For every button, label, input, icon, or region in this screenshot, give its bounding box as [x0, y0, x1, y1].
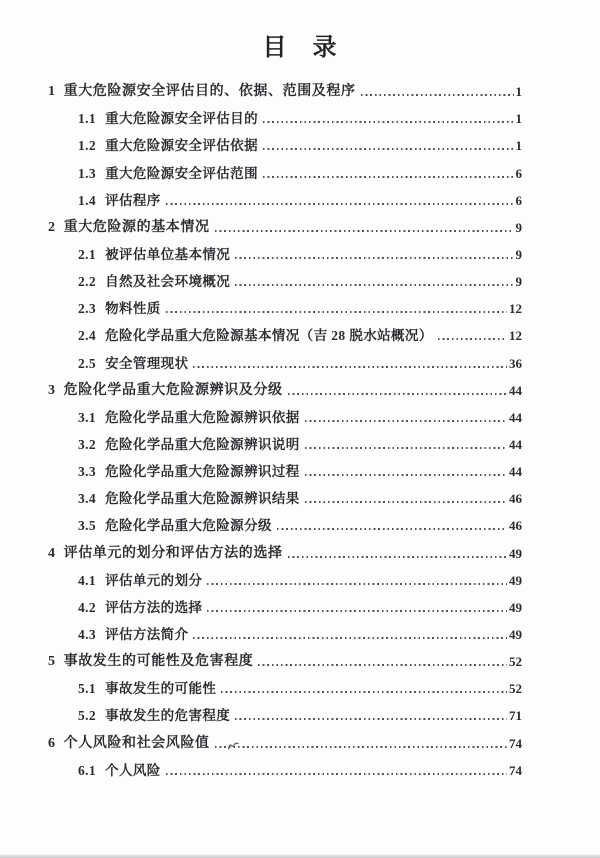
- toc-entry-page: 1: [515, 84, 522, 100]
- scan-bottom-edge: [0, 854, 600, 858]
- ink-smudge: [227, 741, 240, 751]
- dot-leader: [305, 420, 507, 422]
- toc-entry-label: 个人风险: [105, 762, 161, 778]
- dot-leader: [305, 447, 507, 449]
- toc-entry-label: 事故发生的可能性及危害程度: [63, 654, 254, 670]
- dot-leader: [193, 637, 507, 639]
- toc-entry-page: 74: [509, 735, 522, 751]
- toc-entry-label: 危险化学品重大危险源分级: [105, 518, 272, 534]
- toc-entry-number: 4: [48, 545, 56, 561]
- toc-entry-5.2: [78, 700, 522, 727]
- dot-leader: [305, 474, 507, 476]
- toc-entry-1.2: [78, 130, 522, 157]
- toc-entry-label: 危险化学品重大危险源基本情况（吉 28 脱水站概况）: [105, 328, 433, 344]
- toc-entry-2: [48, 212, 522, 239]
- toc-entry-page: 49: [509, 599, 522, 615]
- toc-entry-page: 6: [515, 165, 522, 181]
- toc-entry-number: 3.2: [78, 436, 97, 452]
- toc-entry-number: 3: [48, 382, 56, 398]
- toc-entry-page: 9: [515, 274, 522, 290]
- dot-leader: [305, 501, 507, 503]
- toc-entry-5.1: [78, 673, 522, 700]
- toc-entry-number: 5.2: [78, 708, 97, 724]
- dot-leader: [193, 366, 507, 368]
- toc-entry-page: 74: [509, 762, 522, 778]
- toc-entry-number: 2.5: [78, 355, 97, 371]
- toc-entry-label: 事故发生的可能性: [105, 681, 217, 697]
- toc-entry-number: 1.1: [78, 111, 97, 127]
- toc-entry-label: 事故发生的危害程度: [105, 708, 231, 724]
- toc-entry-page: 9: [515, 219, 522, 235]
- toc-entry-number: 2.4: [78, 328, 97, 344]
- toc-entry-number: 1.2: [78, 138, 97, 154]
- toc-entry-number: 3.5: [78, 518, 97, 534]
- toc-entry-page: 46: [509, 518, 522, 534]
- dot-leader: [221, 691, 507, 693]
- dot-leader: [235, 718, 507, 720]
- toc-entry-number: 5: [48, 654, 56, 670]
- toc-entry-1: [48, 76, 522, 103]
- toc-entry-label: 危险化学品重大危险源辨识依据: [105, 409, 300, 425]
- toc-entry-number: 6.1: [78, 762, 97, 778]
- toc-entry-label: 被评估单位基本情况: [105, 246, 231, 262]
- toc-entry-4.2: [78, 592, 522, 619]
- toc-entry-1.3: [78, 157, 522, 184]
- toc-entry-page: 36: [509, 355, 522, 371]
- toc-entry-label: 物料性质: [105, 301, 161, 317]
- toc-entry-number: 2.3: [78, 301, 97, 317]
- toc-entry-page: 12: [509, 328, 522, 344]
- dot-leader: [438, 338, 507, 340]
- toc-entry-6.1: [78, 755, 522, 782]
- toc-entry-label: 重大危险源安全评估目的: [105, 111, 258, 127]
- page-title: 目 录: [262, 35, 338, 61]
- toc-entry-1.4: [78, 185, 522, 212]
- toc-entry-label: 危险化学品重大危险源辨识说明: [105, 436, 300, 452]
- dot-leader: [166, 203, 514, 205]
- toc-entry-number: 3.4: [78, 491, 97, 507]
- toc-entry-4: [48, 537, 522, 564]
- dot-leader: [235, 284, 513, 286]
- toc-entry-label: 安全管理现状: [105, 355, 189, 371]
- dot-leader: [361, 94, 514, 96]
- toc-entry-page: 44: [509, 464, 522, 480]
- toc-entry-label: 评估单元的划分: [105, 572, 203, 588]
- toc-entry-page: 44: [509, 409, 522, 425]
- dot-leader: [215, 230, 514, 232]
- toc-entry-page: 71: [509, 708, 522, 724]
- toc-entry-3.2: [78, 429, 522, 456]
- toc-entry-number: 6: [48, 735, 56, 751]
- toc-entry-4.1: [78, 565, 522, 592]
- toc-entry-number: 3.1: [78, 409, 97, 425]
- toc-entry-number: 2: [48, 219, 56, 235]
- toc-entry-number: 3.3: [78, 464, 97, 480]
- toc-entry-label: 重大危险源的基本情况: [63, 219, 210, 235]
- toc-entry-page: 1: [515, 111, 522, 127]
- toc-entry-3: [48, 375, 522, 402]
- toc-entry-page: 49: [509, 572, 522, 588]
- dot-leader: [288, 393, 507, 395]
- toc-entry-page: 49: [509, 626, 522, 642]
- toc-entry-5: [48, 646, 522, 673]
- dot-leader: [166, 311, 507, 313]
- toc-entry-number: 2.2: [78, 274, 97, 290]
- toc-entry-label: 评估程序: [105, 192, 161, 208]
- toc-entry-number: 4.3: [78, 626, 97, 642]
- dot-leader: [277, 528, 507, 530]
- dot-leader: [207, 610, 507, 612]
- toc-entry-label: 重大危险源安全评估目的、依据、范围及程序: [63, 84, 356, 100]
- toc-entry-number: 4.1: [78, 572, 97, 588]
- dot-leader: [263, 176, 514, 178]
- dot-leader: [215, 746, 507, 748]
- toc-entry-page: 6: [515, 192, 522, 208]
- toc-entry-page: 12: [509, 301, 522, 317]
- toc-entry-page: 46: [509, 491, 522, 507]
- toc-entry-label: 评估方法的选择: [105, 599, 203, 615]
- toc-entry-6: [48, 727, 522, 754]
- toc-entry-number: 5.1: [78, 681, 97, 697]
- toc-entry-label: 危险化学品重大危险源辨识结果: [105, 491, 300, 507]
- toc-entry-number: 4.2: [78, 599, 97, 615]
- toc-entry-label: 重大危险源安全评估依据: [105, 138, 258, 154]
- dot-leader: [166, 773, 507, 775]
- toc-entry-3.5: [78, 510, 522, 537]
- toc-entry-3.3: [78, 456, 522, 483]
- toc-entry-number: 2.1: [78, 246, 97, 262]
- toc-entry-label: 个人风险和社会风险值: [63, 735, 210, 751]
- toc-entry-2.5: [78, 347, 522, 374]
- toc-entry-number: 1.4: [78, 192, 97, 208]
- toc-entry-label: 自然及社会环境概况: [105, 274, 231, 290]
- dot-leader: [258, 664, 507, 666]
- dot-leader: [288, 556, 507, 558]
- toc-entry-page: 9: [515, 246, 522, 262]
- toc-entry-number: 1: [48, 84, 56, 100]
- toc-entry-label: 评估单元的划分和评估方法的选择: [63, 545, 283, 561]
- toc-entry-2.2: [78, 266, 522, 293]
- toc-entry-1.1: [78, 103, 522, 130]
- toc-entry-page: 1: [515, 138, 522, 154]
- toc-entry-page: 52: [509, 654, 522, 670]
- toc-entry-label: 重大危险源安全评估范围: [105, 165, 258, 181]
- dot-leader: [207, 583, 507, 585]
- toc-entry-label: 评估方法简介: [105, 626, 189, 642]
- toc-entry-label: 危险化学品重大危险源辨识过程: [105, 464, 300, 480]
- dot-leader: [263, 121, 514, 123]
- toc-entry-page: 44: [509, 436, 522, 452]
- toc-entry-3.4: [78, 483, 522, 510]
- toc-entry-2.3: [78, 293, 522, 320]
- toc-entry-page: 49: [509, 545, 522, 561]
- toc-entry-label: 危险化学品重大危险源辨识及分级: [63, 382, 283, 398]
- toc-entry-2.1: [78, 239, 522, 266]
- toc-entry-2.4: [78, 320, 522, 347]
- dot-leader: [263, 148, 514, 150]
- toc-entry-3.1: [78, 402, 522, 429]
- dot-leader: [235, 257, 513, 259]
- toc-entry-number: 1.3: [78, 165, 97, 181]
- toc-entry-page: 44: [509, 382, 522, 398]
- toc-entry-4.3: [78, 619, 522, 646]
- toc-list: [0, 76, 600, 782]
- toc-entry-page: 52: [509, 681, 522, 697]
